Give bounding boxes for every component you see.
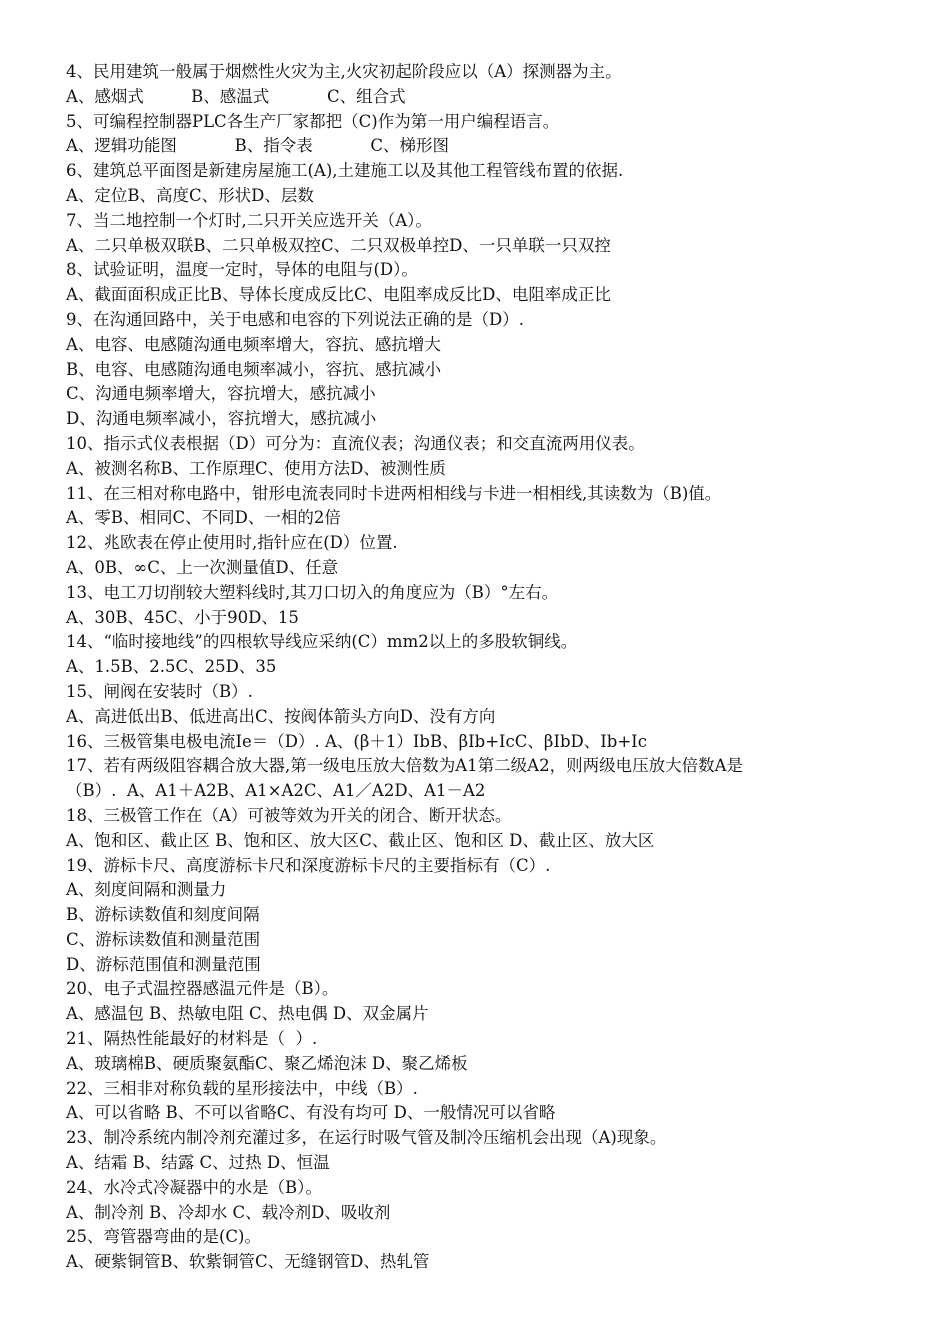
text-line: 16、三极管集电极电流Ie＝（D）. A、(β＋1）IbB、βIb+IcC、βIbD、Ib+Ic [66,731,647,751]
document-page [66,60,926,1275]
text-line: A、定位B、高度C、形状D、层数 [66,185,314,205]
text-line: 14、“临时接地线”的四根软导线应采纳(C）mm2以上的多股软铜线。 [66,632,578,652]
text-line: A、零B、相同C、不同D、一相的2倍 [66,508,341,528]
text-line: A、1.5B、2.5C、25D、35 [66,657,277,677]
text-line: 6、建筑总平面图是新建房屋施工(A),土建施工以及其他工程管线布置的依据. [66,161,624,181]
text-line: 15、闸阀在安装时（B）. [66,681,253,701]
text-line: A、刻度间隔和测量力 [66,880,227,900]
text-line: A、硬紫铜管B、软紫铜管C、无缝钢管D、热轧管 [66,1252,430,1272]
text-line: A、30B、45C、小于90D、15 [66,607,299,627]
text-line: A、结霜 B、结露 C、过热 D、恒温 [66,1153,330,1173]
text-line: 12、兆欧表在停止使用时,指针应在(D）位置. [66,533,398,553]
text-line: A、制冷剂 B、冷却水 C、载冷剂D、吸收剂 [66,1202,391,1222]
text-line: A、感温包 B、热敏电阻 C、热电偶 D、双金属片 [66,1004,429,1024]
text-line: A、逻辑功能图 B、指令表 C、梯形图 [66,136,450,156]
text-line: 17、若有两级阻容耦合放大器,第一级电压放大倍数为A1第二级A2，则两级电压放大倍数A是 [66,756,743,776]
text-line: A、可以省略 B、不可以省略C、有没有均可 D、一般情况可以省略 [66,1103,556,1123]
text-line: 9、在沟通回路中，关于电感和电容的下列说法正确的是（D）. [66,309,524,329]
text-line: 13、电工刀切削较大塑料线时,其刀口切入的角度应为（B）°左右。 [66,582,559,602]
text-line: A、截面面积成正比B、导体长度成反比C、电阻率成反比D、电阻率成正比 [66,285,611,305]
text-line: 10、指示式仪表根据（D）可分为：直流仪表；沟通仪表；和交直流两用仪表。 [66,433,645,453]
text-line: 25、弯管器弯曲的是(C)。 [66,1227,261,1247]
text-line: C、沟通电频率增大，容抗增大，感抗减小 [66,384,376,404]
text-line: A、玻璃棉B、硬质聚氨酯C、聚乙烯泡沫 D、聚乙烯板 [66,1053,468,1073]
text-line: 8、试验证明，温度一定时，导体的电阻与(D）。 [66,260,418,280]
text-line: 24、水冷式冷凝器中的水是（B）。 [66,1177,322,1197]
text-line: D、游标范围值和测量范围 [66,954,261,974]
text-line: A、饱和区、截止区 B、饱和区、放大区C、截止区、饱和区 D、截止区、放大区 [66,830,655,850]
text-line: B、游标读数值和刻度间隔 [66,905,260,925]
text-line: 19、游标卡尺、高度游标卡尺和深度游标卡尺的主要指标有（C）. [66,855,551,875]
text-line: 20、电子式温控器感温元件是（B）。 [66,979,339,999]
text-line: 11、在三相对称电路中，钳形电流表同时卡进两相相线与卡进一相相线,其读数为（B)值。 [66,483,722,503]
text-line: A、0B、∞C、上一次测量值D、任意 [66,557,339,577]
text-line: 5、可编程控制器PLC各生产厂家都把（C)作为第一用户编程语言。 [66,111,560,131]
text-line: B、电容、电感随沟通电频率减小，容抗、感抗减小 [66,359,442,379]
text-line: C、游标读数值和测量范围 [66,929,261,949]
text-line: A、电容、电感随沟通电频率增大，容抗、感抗增大 [66,334,441,354]
text-line: （B）. A、A1＋A2B、A1×A2C、A1／A2D、A1－A2 [66,781,486,801]
text-line: A、高进低出B、低进高出C、按阀体箭头方向D、没有方向 [66,706,496,726]
text-line: A、二只单极双联B、二只单极双控C、二只双极单控D、一只单联一只双控 [66,235,611,255]
text-line: A、感烟式 B、感温式 C、组合式 [66,86,406,106]
text-line: 7、当二地控制一个灯时,二只开关应选开关（A）。 [66,210,432,230]
text-line: 23、制冷系统内制冷剂充灌过多，在运行时吸气管及制冷压缩机会出现（A)现象。 [66,1128,667,1148]
text-line: 22、三相非对称负载的星形接法中，中线（B）. [66,1078,418,1098]
text-line: A、被测名称B、工作原理C、使用方法D、被测性质 [66,458,446,478]
text-line: 21、隔热性能最好的材料是（ ）. [66,1029,318,1049]
text-line: D、沟通电频率减小，容抗增大，感抗减小 [66,409,377,429]
text-line: 18、三极管工作在（A）可被等效为开关的闭合、断开状态。 [66,805,512,825]
text-line: 4、民用建筑一般属于烟燃性火灾为主,火灾初起阶段应以（A）探测器为主。 [66,62,622,81]
